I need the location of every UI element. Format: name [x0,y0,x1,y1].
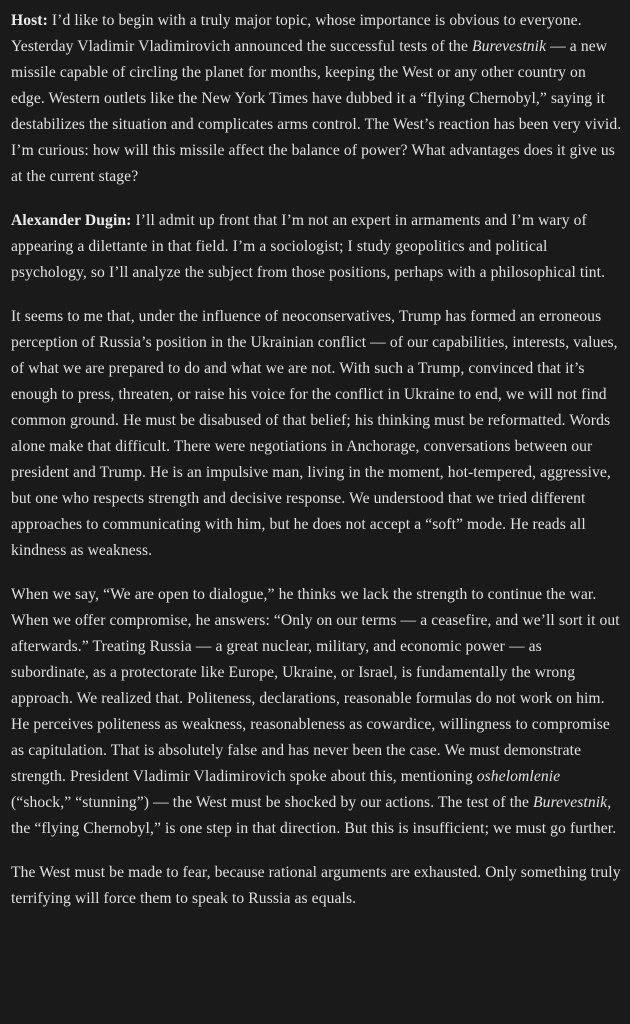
paragraph-dugin-answer-intro [11,208,622,286]
text-run: (“shock,” “stunning”) — the West must be shocked by our actions. The test of the [11,794,534,811]
article-body [11,8,622,930]
text-run: — a new missile capable of circling the planet for months, keeping the West or any other country on edge. Western outlets like the New York Times have dubbed it a “flying Chernobyl,” saying it destabilizes the situation and complicates arms control. The West’s reaction has been very vivid. I’m curious: how will this missile affect the balance of power? What advantages does it give us at the current stage? [11,38,622,185]
speaker-label-dugin: Alexander Dugin: [11,212,132,229]
italic-term: Burevestnik [533,794,608,811]
speaker-label-host: Host: [11,12,48,29]
paragraph-west-fear: The West must be made to fear, because rational arguments are exhausted. Only something truly terrifying will force them to speak to Russia as equals. [11,864,621,907]
text-run: When we say, “We are open to dialogue,” he thinks we lack the strength to continue the war. When we offer compromise, he answers: “Only on our terms — a ceasefire, and we’ll sort it out afterwards.” Treating Russia — a great nuclear, military, and economic power — as subordinate, as a protectorate like Europe, Ukraine, or Israel, is fundamentally the wrong approach. We realized that. Politeness, declarations, reasonable formulas do not work on him. He perceives politeness as weakness, reasonableness as cowardice, willingness to compromise as capitulation. That is absolutely false and has never been the case. We must demonstrate strength. President Vladimir Vladimirovich spoke about this, mentioning [11,586,620,785]
text-run: I’ll admit up front that I’m not an expert in armaments and I’m wary of appearing a dilettante in that field. I’m a sociologist; I study geopolitics and political psychology, so I’ll analyze the subject from those positions, perhaps with a philosophical tint. [11,212,606,281]
paragraph-dialogue-weakness [11,582,622,842]
italic-term: Burevestnik [471,38,547,55]
paragraph-host-question [11,8,622,190]
paragraph-trump-perception: It seems to me that, under the influence of neoconservatives, Trump has formed an erroneous perception of Russia’s position in the Ukrainian conflict — of our capabilities, interests, values, of what we are prepared to do and what we are not. With such a Trump, convinced that it’s enough to press, threaten, or raise his voice for the conflict in Ukraine to end, we will not find common ground. He must be disabused of that belief; his thinking must be reformatted. Words alone make that difficult. There were negotiations in Anchorage, conversations between our president and Trump. He is an impulsive man, living in the moment, hot-tempered, aggressive, but one who respects strength and decisive response. We understood that we tried different approaches to communicating with him, but he does not accept a “soft” mode. He reads all kindness as weakness. [11,308,618,559]
italic-term: oshelomlenie [476,768,561,785]
text-run: I’d like to begin with a truly major topic, whose importance is obvious to everyone. Yesterday Vladimir Vladimirovich announced the successful tests of the [11,12,582,55]
text-run: , the “flying Chernobyl,” is one step in that direction. But this is insufficient; we must go further. [11,794,617,837]
